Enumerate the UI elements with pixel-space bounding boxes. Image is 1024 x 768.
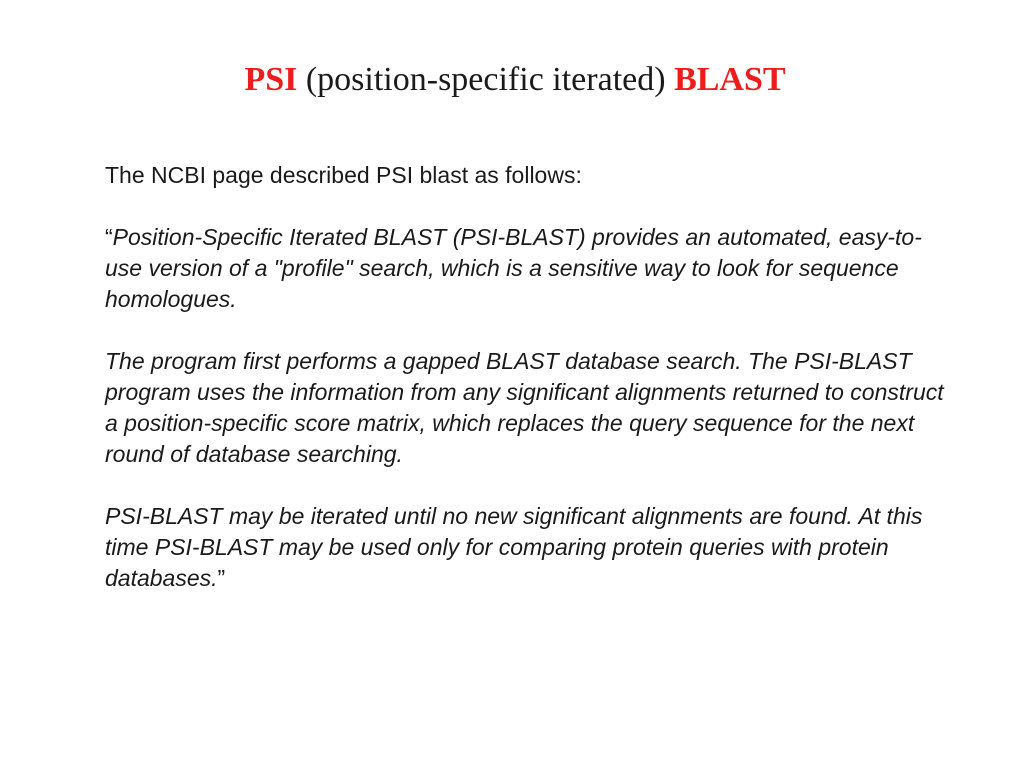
title-blast: BLAST [674, 61, 786, 98]
slide-title [0, 60, 1024, 100]
quote-paragraph-3-text: PSI-BLAST may be iterated until no new significant alignments are found. At this time PSI-BLAST may be used only for comparing protein queries with protein databases. [105, 503, 923, 591]
title-middle: (position-specific iterated) [305, 61, 666, 98]
spacer [105, 470, 945, 501]
spacer [105, 191, 945, 222]
close-quote-mark: ” [217, 565, 226, 591]
spacer [105, 315, 945, 346]
quote-paragraph-1-text: Position-Specific Iterated BLAST (PSI-BLAST) provides an automated, easy-to-use version of a "profile" search, which is a sensitive way to look for sequence homologues. [105, 224, 922, 312]
open-quote-mark: “ [105, 224, 113, 250]
intro-text: The NCBI page described PSI blast as follows: [105, 162, 582, 188]
title-psi: PSI [244, 61, 298, 98]
quote-paragraph-2: The program first performs a gapped BLAST database search. The PSI-BLAST program uses the information from any significant alignments returned to construct a position-specific score matrix, which replaces the query sequence for the next round of database searching. [105, 348, 944, 467]
quote-paragraph-3 [105, 501, 945, 594]
quote-paragraph-1 [105, 222, 945, 315]
slide-body [105, 160, 945, 594]
ncbi-quote [105, 222, 945, 594]
